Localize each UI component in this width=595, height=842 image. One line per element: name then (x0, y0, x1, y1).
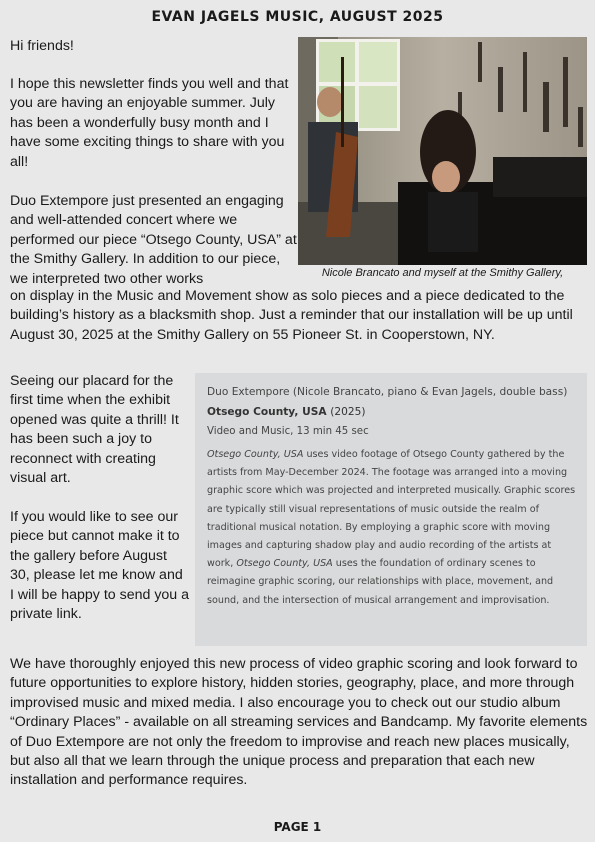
placard-medium: Video and Music, 13 min 45 sec (207, 426, 369, 437)
musicians-photo-illustration (298, 37, 587, 265)
page-number: PAGE 1 (273, 820, 322, 834)
private-link-paragraph: If you would like to see our piece but cannot make it to the gallery before August 30, please let me know and I will be happy to send you a private link. (10, 509, 190, 623)
gallery-placard-photo (195, 373, 587, 646)
concert-paragraph-full: on display in the Music and Movement show as solo pieces and a piece dedicated to the building’s history as a blacksmith shop. Just a reminder that our installation will be up until August 30, 2025 at the Smithy Gallery on 55 Pioneer St. in Cooperstown, NY. (10, 288, 573, 343)
photo-caption: Nicole Brancato and myself at the Smithy Gallery, (321, 267, 564, 279)
placard-reflection-paragraph: Seeing our placard for the first time when the exhibit opened was quite a thrill! It has been such a joy to reconnect with creating visual art. (10, 373, 179, 487)
placard-work-title: Otsego County, USA (2025) (207, 406, 366, 418)
intro-paragraph: I hope this newsletter finds you well and that you are having an enjoyable summer. July has been a wonderfully busy month and I have some exciting things to share with you all! (10, 76, 289, 170)
placard-artists: Duo Extempore (Nicole Brancato, piano & Evan Jagels, double bass) (207, 386, 568, 398)
newsletter-title: EVAN JAGELS MUSIC, AUGUST 2025 (151, 9, 444, 25)
closing-paragraph: We have thoroughly enjoyed this new process of video graphic scoring and look forward to future opportunities to explore history, hidden stories, geography, place, and more through improvised music and mixed media. I also encourage you to check out our studio album “Ordinary Places” - available on all streaming services and Bandcamp. My favorite elements of Duo Extempore are not only the freedom to improvise and reach new places musically, but also all that we learn through the unique process and preparation that each new installation and performance requires. (10, 656, 588, 789)
concert-paragraph-top: Duo Extempore just presented an engaging and well-attended concert where we performed our piece “Otsego County, USA” at the Smithy Gallery. In addition to our piece, we interpreted two other works (10, 193, 297, 287)
greeting: Hi friends! (10, 38, 74, 54)
placard-description: Otsego County, USA uses video footage of Otsego County gathered by the artists from May-December 2024. The footage was arranged into a moving graphic score which was projected and interpreted musically. Graphic scores are typically still visual representations of music outside the realm of traditional musical notation. By employing a graphic score with moving images and capturing shadow play and audio recording of the artists at work, Otsego County, USA uses the foundation of ordinary scenes to reimagine graphic scoring, our relationships with place, movement, and sound, and the intersection of musical arrangement and improvisation. (207, 449, 576, 606)
concert-photo (298, 37, 587, 265)
